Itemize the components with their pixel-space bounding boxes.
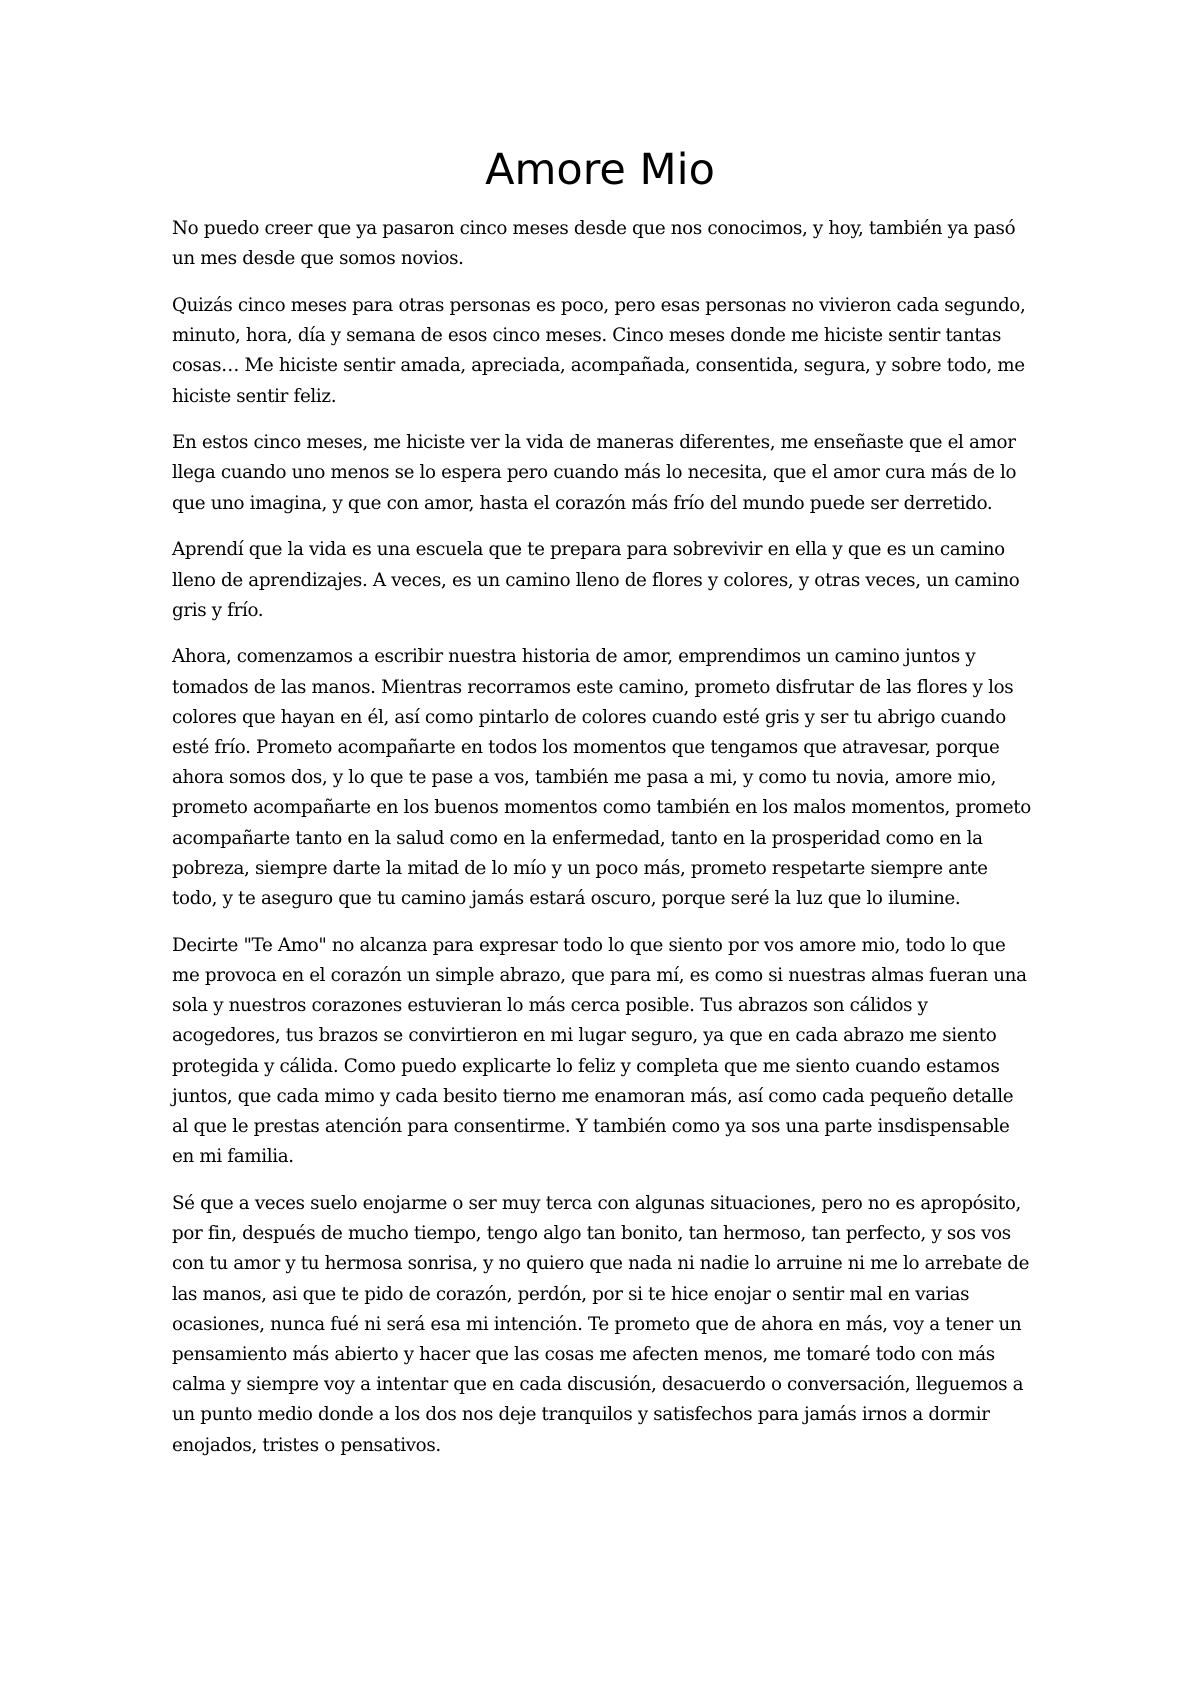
paragraph: Aprendí que la vida es una escuela que te prepara para sobrevivir en ella y que es un camino lleno de aprendizajes. A veces, es un camino lleno de flores y colores, y otras veces, un camino gris y frío. bbox=[172, 539, 1020, 621]
document-title: Amore Mio bbox=[485, 145, 715, 195]
paragraph: No puedo creer que ya pasaron cinco meses desde que nos conocimos, y hoy, también ya pasó un mes desde que somos novios. bbox=[172, 218, 1016, 270]
paragraph: Sé que a veces suelo enojarme o ser muy terca con algunas situaciones, pero no es apropósito, por fin, después de mucho tiempo, tengo algo tan bonito, tan hermoso, tan perfecto, y sos vos con tu amor y tu hermosa sonrisa, y no quiero que nada ni nadie lo arruine ni me lo arrebate de las manos, asi que te pido de corazón, perdón, por si te hice enojar o sentir mal en varias ocasiones, nunca fué ni será esa mi intención. Te prometo que de ahora en más, voy a tener un pensamiento más abierto y hacer que las cosas me afecten menos, me tomaré todo con más calma y siempre voy a intentar que en cada discusión, desacuerdo o conversación, lleguemos a un punto medio donde a los dos nos deje tranquilos y satisfechos para jamás irnos a dormir enojados, tristes o pensativos. bbox=[172, 1192, 1030, 1456]
document-body bbox=[172, 214, 1034, 1477]
paragraph: Decirte "Te Amo" no alcanza para expresar todo lo que siento por vos amore mio, todo lo que me provoca en el corazón un simple abrazo, que para mí, es como si nuestras almas fueran una sola y nuestros corazones estuvieran lo más cerca posible. Tus abrazos son cálidos y acogedores, tus brazos se convirtieron en mi lugar seguro, ya que en cada abrazo me siento protegida y cálida. Como puedo explicarte lo feliz y completa que me siento cuando estamos juntos, que cada mimo y cada besito tierno me enamoran más, así como cada pequeño detalle al que le prestas atención para consentirme. Y también como ya sos una parte insdispensable en mi familia. bbox=[172, 934, 1027, 1168]
paragraph: En estos cinco meses, me hiciste ver la vida de maneras diferentes, me enseñaste que el amor llega cuando uno menos se lo espera pero cuando más lo necesita, que el amor cura más de lo que uno imagina, y que con amor, hasta el corazón más frío del mundo puede ser derretido. bbox=[172, 432, 1017, 514]
paragraph: Quizás cinco meses para otras personas es poco, pero esas personas no vivieron cada segundo, minuto, hora, día y semana de esos cinco meses. Cinco meses donde me hiciste sentir tantas cosas… Me hiciste sentir amada, apreciada, acompañada, consentida, segura, y sobre todo, me hiciste sentir feliz. bbox=[172, 294, 1026, 407]
paragraph: Ahora, comenzamos a escribir nuestra historia de amor, emprendimos un camino juntos y tomados de las manos. Mientras recorramos este camino, prometo disfrutar de las flores y los colores que hayan en él, así como pintarlo de colores cuando esté gris y ser tu abrigo cuando esté frío. Prometo acompañarte en todos los momentos que tengamos que atravesar, porque ahora somos dos, y lo que te pase a vos, también me pasa a mi, y como tu novia, amore mio, prometo acompañarte en los buenos momentos como también en los malos momentos, prometo acompañarte tanto en la salud como en la enfermedad, tanto en la prosperidad como en la pobreza, siempre darte la mitad de lo mío y un poco más, prometo respetarte siempre ante todo, y te aseguro que tu camino jamás estará oscuro, porque seré la luz que lo ilumine. bbox=[172, 646, 1031, 910]
